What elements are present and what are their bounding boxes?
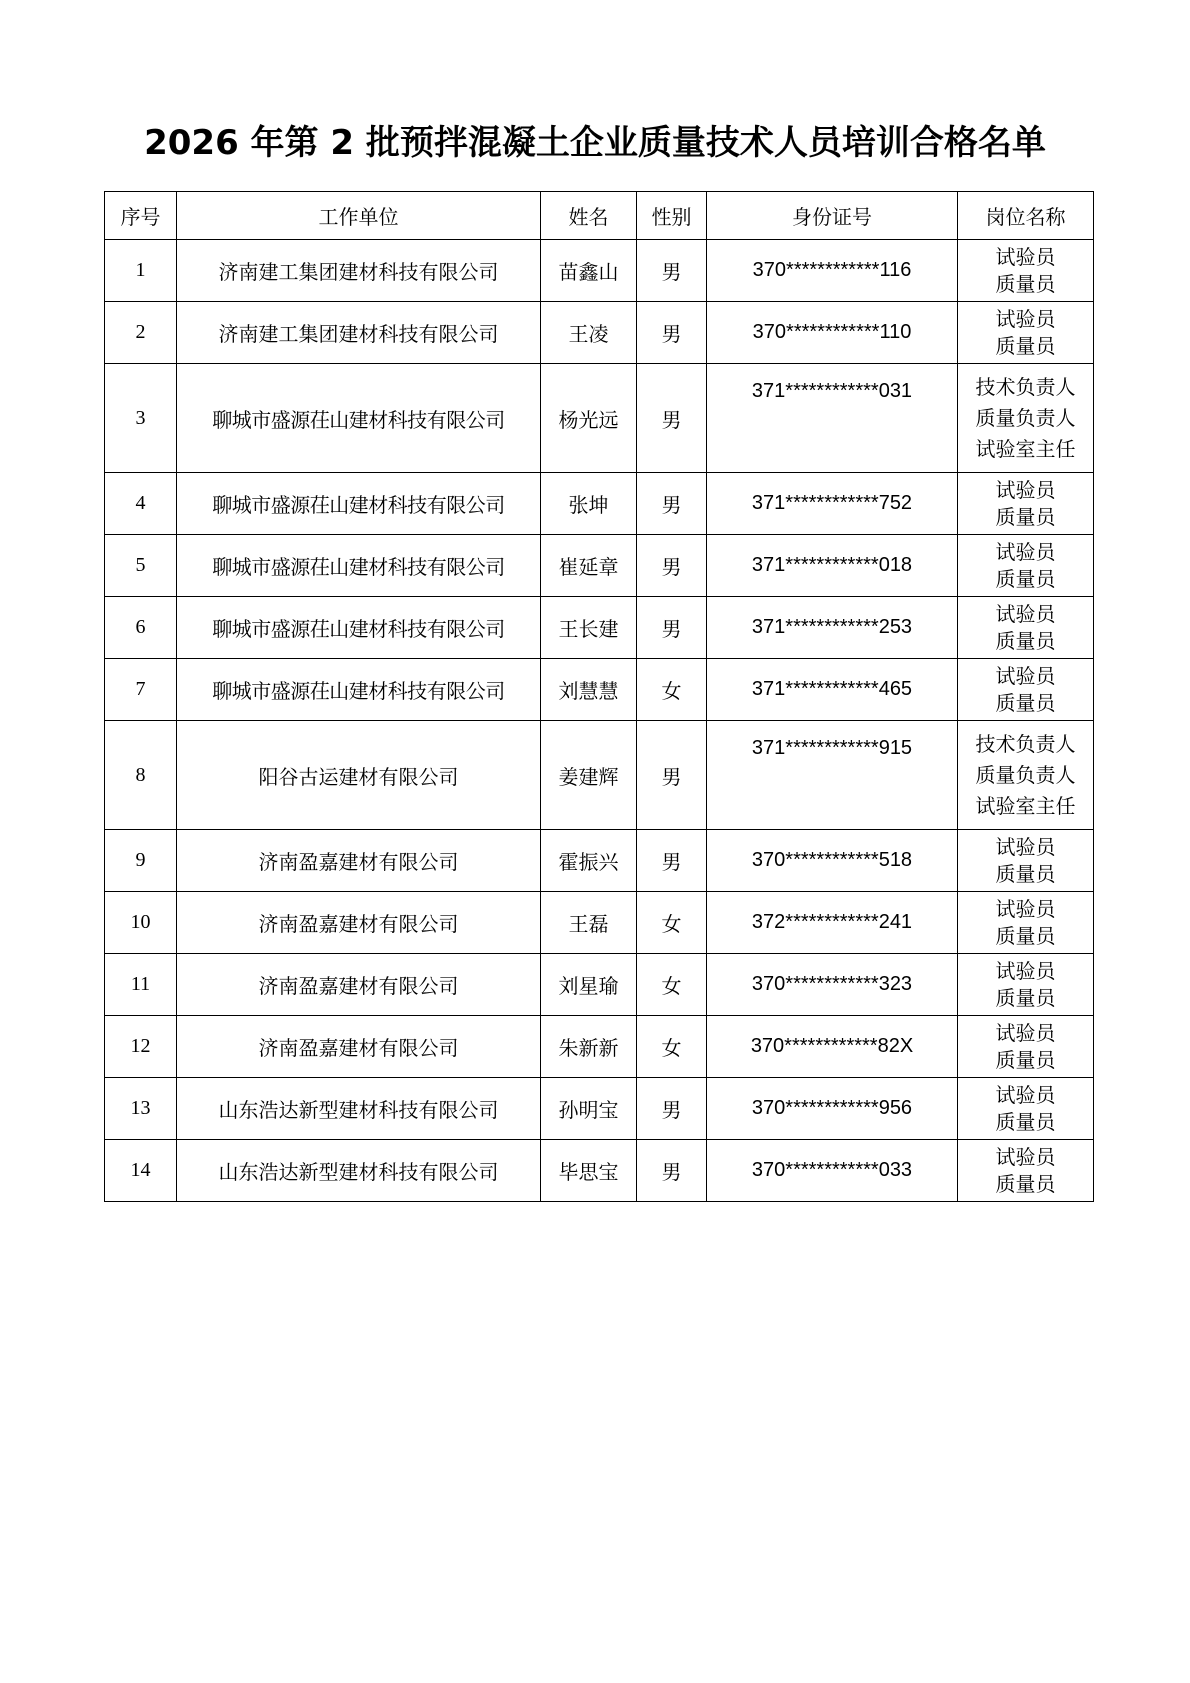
post-title: 质量员 [995,333,1056,358]
row-company: 济南建工集团建材科技有限公司 [177,240,541,302]
row-name: 崔延章 [541,535,637,597]
post-title: 质量员 [995,628,1056,653]
row-seq: 7 [105,659,177,721]
post-title: 试验员 [995,306,1056,331]
post-title: 试验员 [995,1020,1056,1045]
row-gender: 男 [637,1078,707,1140]
table-row [105,473,1094,535]
post-title: 质量员 [995,566,1056,591]
row-gender: 女 [637,892,707,954]
row-gender: 男 [637,302,707,364]
row-posts [958,1016,1094,1078]
row-name: 张坤 [541,473,637,535]
header-name: 姓名 [541,192,637,240]
row-posts [958,1140,1094,1202]
row-name: 杨光远 [541,364,637,473]
row-id-number: 371************018 [707,535,958,597]
row-seq: 8 [105,721,177,830]
post-title: 质量员 [995,1047,1056,1072]
row-name: 朱新新 [541,1016,637,1078]
page-title: 2026 年第 2 批预拌混凝土企业质量技术人员培训合格名单 [144,123,1046,163]
post-title: 质量员 [995,1171,1056,1196]
row-name: 姜建辉 [541,721,637,830]
row-name: 霍振兴 [541,830,637,892]
header-gender: 性别 [637,192,707,240]
table-row [105,721,1094,830]
post-title: 质量负责人 [975,762,1076,787]
post-title: 试验员 [995,1082,1056,1107]
row-name: 王长建 [541,597,637,659]
header-seq: 序号 [105,192,177,240]
post-title: 质量员 [995,923,1056,948]
table-row [105,1016,1094,1078]
table-row [105,830,1094,892]
roster-table [104,191,1094,1202]
post-title: 试验员 [995,539,1056,564]
row-posts [958,659,1094,721]
row-company: 聊城市盛源茌山建材科技有限公司 [177,473,541,535]
row-posts [958,473,1094,535]
post-title: 试验员 [995,477,1056,502]
post-title: 质量员 [995,504,1056,529]
header-id-number: 身份证号 [707,192,958,240]
row-seq: 4 [105,473,177,535]
row-seq: 14 [105,1140,177,1202]
row-id-number: 370************518 [707,830,958,892]
row-name: 王凌 [541,302,637,364]
row-gender: 男 [637,240,707,302]
table-row [105,954,1094,1016]
post-title: 试验员 [995,663,1056,688]
table-row [105,597,1094,659]
row-seq: 9 [105,830,177,892]
row-id-number: 371************915 [707,721,958,830]
row-id-number: 370************033 [707,1140,958,1202]
table-row [105,240,1094,302]
post-title: 技术负责人 [975,731,1076,756]
row-id-number: 370************110 [707,302,958,364]
row-seq: 13 [105,1078,177,1140]
row-name: 刘星瑜 [541,954,637,1016]
row-gender: 女 [637,954,707,1016]
row-seq: 5 [105,535,177,597]
row-id-number: 371************253 [707,597,958,659]
row-posts [958,535,1094,597]
post-title: 技术负责人 [975,374,1076,399]
row-posts [958,954,1094,1016]
row-company: 济南盈嘉建材有限公司 [177,1016,541,1078]
table-row [105,535,1094,597]
row-company: 济南盈嘉建材有限公司 [177,954,541,1016]
row-posts [958,240,1094,302]
post-title: 试验员 [995,244,1056,269]
post-title: 质量员 [995,985,1056,1010]
table-row [105,302,1094,364]
row-company: 山东浩达新型建材科技有限公司 [177,1078,541,1140]
post-title: 试验员 [995,601,1056,626]
post-title: 质量员 [995,1109,1056,1134]
row-posts [958,302,1094,364]
row-gender: 男 [637,597,707,659]
row-id-number: 372************241 [707,892,958,954]
post-title: 质量员 [995,861,1056,886]
row-gender: 男 [637,830,707,892]
table-row [105,1078,1094,1140]
row-id-number: 370************956 [707,1078,958,1140]
row-company: 聊城市盛源茌山建材科技有限公司 [177,364,541,473]
row-posts [958,364,1094,473]
row-company: 聊城市盛源茌山建材科技有限公司 [177,535,541,597]
row-name: 王磊 [541,892,637,954]
post-title: 试验室主任 [975,793,1076,818]
post-title: 质量员 [995,690,1056,715]
row-id-number: 370************82X [707,1016,958,1078]
row-seq: 10 [105,892,177,954]
row-posts [958,1078,1094,1140]
table-row [105,1140,1094,1202]
row-gender: 男 [637,473,707,535]
row-seq: 1 [105,240,177,302]
row-name: 毕思宝 [541,1140,637,1202]
row-id-number: 371************031 [707,364,958,473]
row-name: 孙明宝 [541,1078,637,1140]
row-seq: 12 [105,1016,177,1078]
row-company: 聊城市盛源茌山建材科技有限公司 [177,659,541,721]
row-gender: 女 [637,659,707,721]
header-row [105,192,1094,240]
row-gender: 男 [637,364,707,473]
row-company: 济南盈嘉建材有限公司 [177,830,541,892]
row-company: 济南盈嘉建材有限公司 [177,892,541,954]
roster-body [105,240,1094,1202]
row-id-number: 371************752 [707,473,958,535]
row-company: 聊城市盛源茌山建材科技有限公司 [177,597,541,659]
table-row [105,892,1094,954]
row-seq: 3 [105,364,177,473]
table-row [105,364,1094,473]
row-gender: 男 [637,1140,707,1202]
row-posts [958,597,1094,659]
row-id-number: 371************465 [707,659,958,721]
row-gender: 女 [637,1016,707,1078]
row-company: 阳谷古运建材有限公司 [177,721,541,830]
row-seq: 11 [105,954,177,1016]
header-posts: 岗位名称 [958,192,1094,240]
post-title: 试验员 [995,958,1056,983]
table-row [105,659,1094,721]
post-title: 质量负责人 [975,405,1076,430]
post-title: 质量员 [995,271,1056,296]
row-posts [958,721,1094,830]
row-name: 刘慧慧 [541,659,637,721]
post-title: 试验员 [995,1144,1056,1169]
post-title: 试验员 [995,896,1056,921]
post-title: 试验员 [995,834,1056,859]
row-company: 济南建工集团建材科技有限公司 [177,302,541,364]
row-id-number: 370************323 [707,954,958,1016]
row-company: 山东浩达新型建材科技有限公司 [177,1140,541,1202]
row-gender: 男 [637,535,707,597]
row-name: 苗鑫山 [541,240,637,302]
row-seq: 2 [105,302,177,364]
header-company: 工作单位 [177,192,541,240]
row-posts [958,892,1094,954]
row-seq: 6 [105,597,177,659]
post-title: 试验室主任 [975,436,1076,461]
row-id-number: 370************116 [707,240,958,302]
row-gender: 男 [637,721,707,830]
row-posts [958,830,1094,892]
